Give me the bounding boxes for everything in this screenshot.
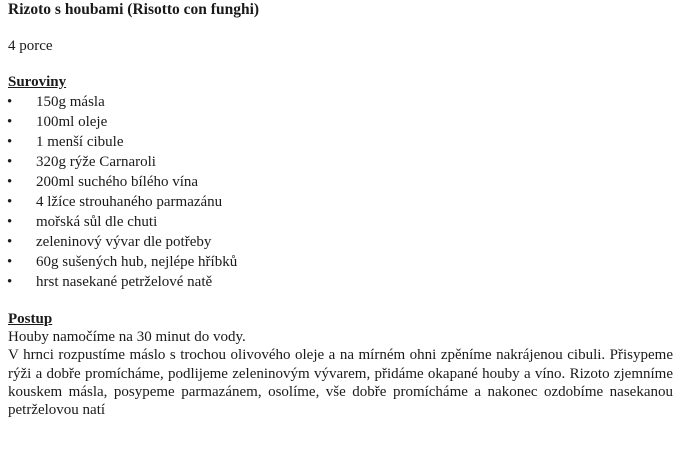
- method-text: [8, 328, 673, 419]
- ingredient-text: 1 menší cibule: [36, 134, 124, 150]
- ingredient-text: 100ml oleje: [36, 114, 108, 130]
- method-paragraph: V hrnci rozpustíme máslo s trochou olivového oleje a na mírném ohni zpěníme nakrájenou cibuli. Přisypeme rýži a dobře promícháme, podlijeme zeleninovým vývarem, přidáme okapané houby a víno. Rizoto zjemníme kouskem másla, posypeme parmazánem, osolíme, vše dobře promícháme a nakonec ozdobíme nasekanou petrželovou natí: [8, 347, 673, 419]
- bullet-icon: •: [7, 114, 13, 130]
- ingredient-text: 320g rýže Carnaroli: [36, 154, 156, 170]
- servings: 4 porce: [8, 38, 53, 54]
- bullet-icon: •: [7, 234, 13, 250]
- bullet-icon: •: [7, 254, 13, 270]
- bullet-icon: •: [7, 134, 13, 150]
- ingredient-text: mořská sůl dle chuti: [36, 214, 158, 230]
- ingredient-text: 200ml suchého bílého vína: [36, 174, 199, 190]
- method-heading: Postup: [8, 311, 53, 327]
- ingredient-text: 60g sušených hub, nejlépe hříbků: [36, 254, 238, 270]
- bullet-icon: •: [7, 274, 13, 290]
- bullet-icon: •: [7, 154, 13, 170]
- ingredient-text: zeleninový vývar dle potřeby: [36, 234, 212, 250]
- bullet-icon: •: [7, 214, 13, 230]
- bullet-icon: •: [7, 174, 13, 190]
- method-paragraph: Houby namočíme na 30 minut do vody.: [8, 329, 246, 345]
- ingredient-text: hrst nasekané petrželové natě: [36, 274, 213, 290]
- ingredient-text: 150g másla: [36, 94, 105, 110]
- bullet-icon: •: [7, 94, 13, 110]
- ingredients-heading: Suroviny: [8, 74, 67, 90]
- recipe-title: Rizoto s houbami (Risotto con funghi): [8, 1, 260, 18]
- ingredient-text: 4 lžíce strouhaného parmazánu: [36, 194, 223, 210]
- bullet-icon: •: [7, 194, 13, 210]
